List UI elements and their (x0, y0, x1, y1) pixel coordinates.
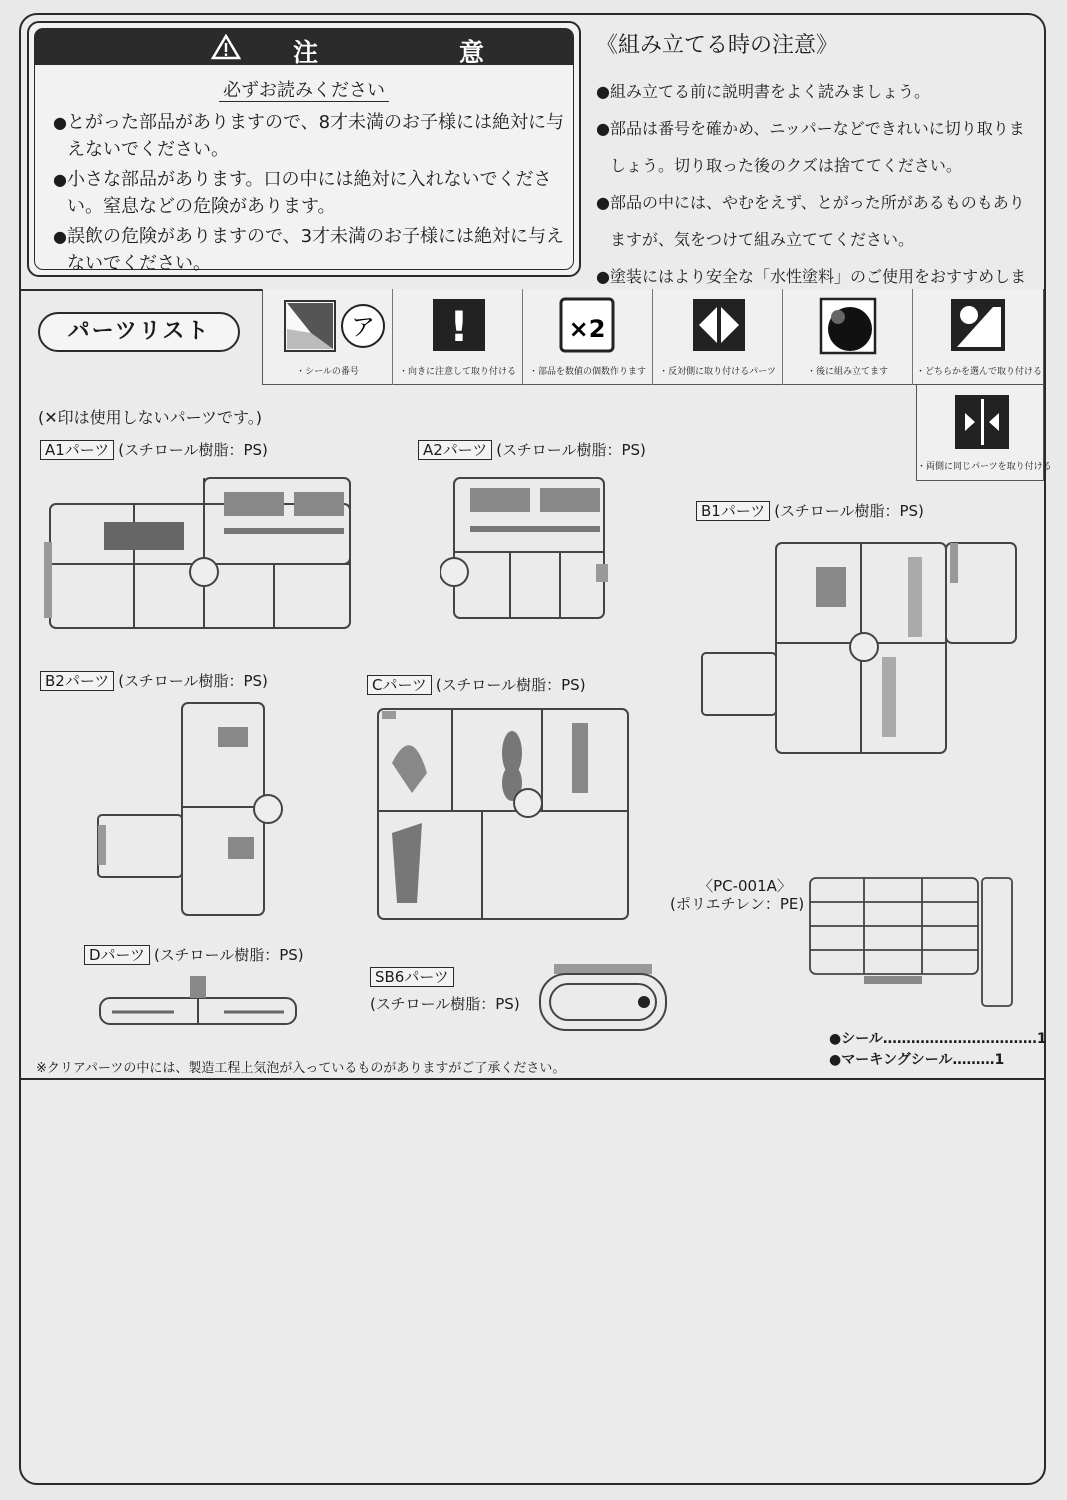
warning-header (35, 29, 573, 65)
warning-item: ●誤飲の危険がありますので、3才未満のお子様には絶対に与えないでください。 (53, 226, 565, 274)
runner-label-c: Cパーツ (スチロール樹脂：PS) (367, 674, 586, 695)
choose-one-icon (913, 289, 1043, 359)
runner-label-a1: A1パーツ (スチロール樹脂：PS) (40, 439, 268, 460)
runner-b1-drawing (696, 537, 1022, 765)
legend-later: ・後に組み立てます (783, 289, 913, 385)
caution-item: ●組み立てる前に説明書をよく読みましょう。 (596, 82, 930, 101)
divider-bottom (20, 1078, 1045, 1080)
assembly-caution (596, 28, 1036, 332)
runner-material-pc: (ポリエチレン：PE) (670, 895, 805, 913)
parts-list-title: パーツリスト (38, 312, 240, 352)
warning-title: 注 意 (293, 38, 543, 67)
marking-seal-count: ●マーキングシール………1 (829, 1052, 1005, 1068)
runner-material-sb6: (スチロール樹脂：PS) (370, 995, 520, 1013)
warning-inner (34, 28, 574, 274)
runner-sb6-drawing (536, 962, 670, 1036)
runner-c-drawing (372, 703, 634, 925)
legend-both-sides: ・両側に同じパーツを取り付ける (916, 385, 1044, 481)
svg-text:ア: ア (351, 313, 375, 341)
caution-title: 《組み立てる時の注意》 (596, 33, 839, 58)
warning-box (27, 21, 581, 277)
assemble-later-icon (783, 289, 913, 359)
runner-a1-drawing (44, 472, 356, 637)
legend-orientation: ! ・向きに注意して取り付ける (393, 289, 523, 385)
both-sides-icon (917, 385, 1045, 455)
warning-item: ●とがった部品がありますので、8才未満のお子様には絶対に与えないでください。 (53, 112, 565, 160)
legend-bar (262, 289, 1044, 385)
runner-a2-drawing (440, 472, 612, 627)
runner-d-drawing (94, 970, 302, 1032)
runner-label-sb6: SB6パーツ (370, 966, 458, 987)
clear-parts-note: ※クリアパーツの中には、製造工程上気泡が入っているものがありますがご了承ください。 (36, 1061, 566, 1076)
warning-item: ●小さな部品があります。口の中には絶対に入れないでください。窒息などの危険があります。 (53, 169, 552, 217)
unused-parts-note: (✕印は使用しないパーツです。) (38, 408, 262, 427)
runner-label-a2: A2パーツ (スチロール樹脂：PS) (418, 439, 646, 460)
runner-label-b1: B1パーツ (スチロール樹脂：PS) (696, 500, 924, 521)
legend-choose: ・どちらかを選んで取り付ける (913, 289, 1045, 385)
runner-label-pc: 〈PC-001A〉 (698, 877, 792, 895)
runner-label-d: Dパーツ (スチロール樹脂：PS) (84, 944, 304, 965)
opposite-side-icon (653, 289, 783, 359)
runner-b2-drawing (88, 697, 294, 919)
warning-subtitle: 必ずお読みください (35, 76, 573, 102)
legend-opposite: ・反対側に取り付けるパーツ (653, 289, 783, 385)
legend-multiple: ×2 ・部品を数値の個数作ります (523, 289, 653, 385)
caution-item: ●部品は番号を確かめ、ニッパーなどできれいに切り取りましょう。切り取った後のクズは捨ててください。 (596, 119, 1025, 175)
warning-list (53, 109, 565, 280)
seal-count: ●シール……………………………1 (829, 1031, 1047, 1047)
orientation-caution-icon (393, 289, 523, 359)
caution-item: ●塗装にはより安全な「水性塗料」のご使用をおすすめしま (596, 267, 1027, 286)
legend-seal: ア ・シールの番号 (263, 289, 393, 385)
svg-text:!: ! (449, 302, 469, 351)
svg-text:×2: ×2 (568, 315, 606, 343)
runner-label-b2: B2パーツ (スチロール樹脂：PS) (40, 670, 268, 691)
runner-pc-drawing (804, 872, 1020, 1012)
seal-number-icon (263, 289, 393, 359)
multiple-count-icon (523, 289, 653, 359)
warning-triangle-icon (211, 34, 241, 60)
caution-item: ●部品の中には、やむをえず、とがった所があるものもありますが、気をつけて組み立ててください。 (596, 193, 1025, 249)
